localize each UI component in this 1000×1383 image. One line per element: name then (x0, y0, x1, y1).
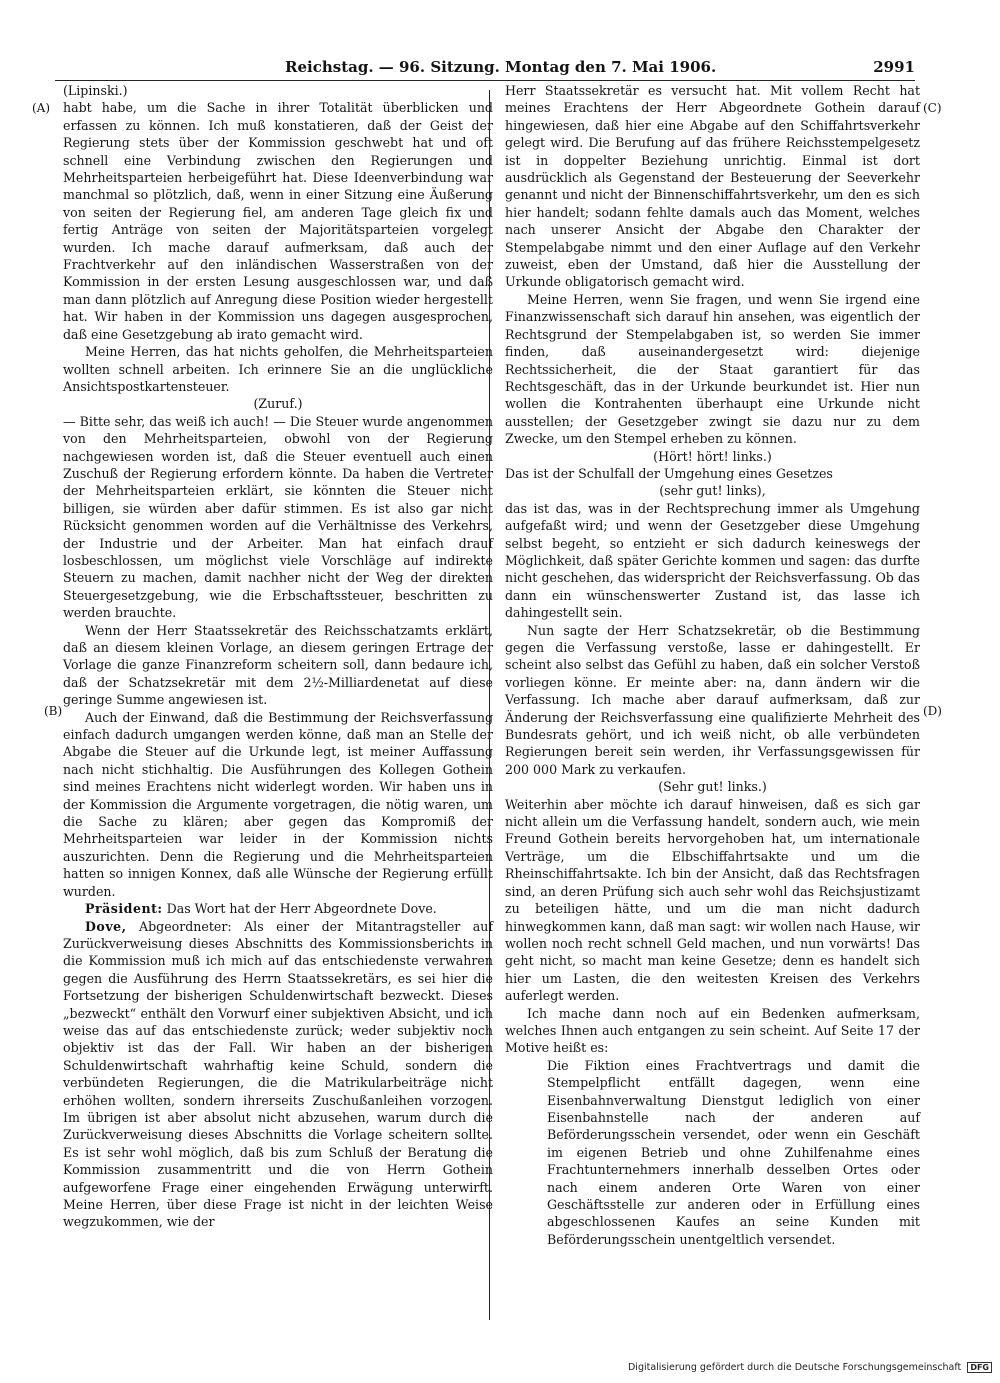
body-paragraph: Herr Staatssekretär es versucht hat. Mit vollem Recht hat meines Erachtens der Herr Abgeordnete Gothein darauf hingewiesen, daß hier eine Abgabe auf den Schiffahrtsverkehr gelegt wird. Die Berufung auf das frühere Reichsstempelgesetz ist in doppelter Beziehung unrichtig. Einmal ist dort ausdrücklich als Gegenstand der Besteuerung der Seeverkehr genannt und nicht der Binnenschiffahrtsverkehr, um den es sich hier handelt; sodann fehlte damals auch das Moment, welches nach unserer Ansicht der Abgabe den Charakter der Stempelabgabe nimmt und den einer Auflage auf den Verkehr zuweist, eben der Umstand, daß hier die Ausstellung der Urkunde obligatorisch gemacht wird. (505, 83, 920, 290)
header-rule (55, 80, 915, 81)
right-column (505, 82, 920, 1248)
body-paragraph: Das ist der Schulfall der Umgehung eines Gesetzes (505, 465, 833, 481)
margin-marker-d: (D) (923, 704, 942, 718)
speech-paragraph (63, 900, 493, 917)
running-head: Reichstag. — 96. Sitzung. Montag den 7. Mai 1906. (285, 58, 717, 76)
body-paragraph: Nun sagte der Herr Schatzsekretär, ob die Bestimmung gegen die Verfassung verstoße, lasse er dahingestellt. Er scheint also selbst das Gefühl zu haben, daß ein solcher Verstoß vorliegen könne. Er meinte aber: na, dann ändern wir die Verfassung. Ich mache aber darauf aufmerksam, daß zur Änderung der Reichsverfassung eine qualifizierte Mehrheit des Bundesrats gehört, und ich weiß nicht, ob alle verbündeten Regierungen bereit sein werden, ihr Verfassungsgewissen für 200 000 Mark zu verkaufen. (505, 622, 920, 777)
page-number: 2991 (873, 58, 915, 76)
body-paragraph: Auch der Einwand, daß die Bestimmung der Reichsverfassung einfach dadurch umgangen werden könne, daß man an Stelle der Abgabe die Steuer auf die Urkunde legt, ist meiner Auffassung nach nicht stichhaltig. Die Ausführungen des Kollegen Gothein sind meines Erachtens nicht widerlegt worden. Wir haben uns in der Kommission die Argumente vorgetragen, die nötig waren, um die Sache zu klären; aber gegen das Kompromiß der Mehrheitsparteien war leider in der Kommission nichts auszurichten. Denn die Regierung und die Mehrheitsparteien hatten so innigen Konnex, daß alle Wünsche der Regierung erfüllt wurden. (63, 709, 493, 899)
body-paragraph: habt habe, um die Sache in ihrer Totalität überblicken und erfassen zu können. Ich muß konstatieren, daß der Geist der Regierung stets über der Kommission geschwebt hat und oft schnell eine Verbindung zwischen den Regierungen und Mehrheitsparteien herbeigeführt hat. Diese Ideenverbindung war manchmal so plötzlich, daß, wenn in einer Sitzung eine Äußerung von seiten der Regierung fiel, am anderen Tage gleich fix und fertig Anträge von seiten der Majoritätsparteien vorgelegt wurden. Ich mache darauf aufmerksam, daß auch der Frachtverkehr auf den inländischen Wasserstraßen von der Kommission in der ersten Lesung ausgeschlossen war, und daß man dann plötzlich auf Anregung diese Position wieder hergestellt hat. Wir haben in der Kommission uns dagegen ausgesprochen, daß eine Gesetzgebung ab irato gemacht wird. (63, 100, 493, 342)
margin-marker-a: (A) (32, 101, 51, 115)
speech-text: Das Wort hat der Herr Abgeordnete Dove. (162, 901, 437, 917)
quoted-passage: Die Fiktion eines Frachtvertrags und damit die Stempelpflicht entfällt dagegen, wenn eine Eisenbahnverwaltung Dienstgut lediglich von einer Eisenbahnstelle nach der anderen auf Beförderungsschein versendet, oder wenn ein Geschäft im eigenen Betrieb und ohne Zuhilfenahme eines Frachtunternehmers innerhalb desselben Ortes oder nach einem anderen Orte Waren von einer Geschäftsstelle zur anderen oder in Erfüllung eines abgeschlossenen Kaufes an seine Kunden mit Beförderungsschein unentgeltlich versendet. (547, 1057, 920, 1247)
dfg-logo: DFG (967, 1362, 992, 1373)
speech-paragraph (63, 918, 493, 1231)
funding-note: Digitalisierung gefördert durch die Deutsche Forschungsgemeinschaft (627, 1362, 962, 1373)
speaker-name: Präsident: (85, 901, 163, 917)
page-header (55, 54, 915, 82)
speaker-name: Dove, (85, 918, 127, 934)
interjection: (sehr gut! links), (659, 483, 766, 499)
body-paragraph: Meine Herren, wenn Sie fragen, und wenn Sie irgend eine Finanzwissenschaft sich darauf hin ansehen, was eigentlich der Rechtsgrund der Stempelabgaben ist, so werden Sie immer finden, daß auseinandergesetzt wird: diejenige Rechtssicherheit, die der Staat garantiert für das Rechtsgeschäft, das in der Urkunde beurkundet ist. Hier nun wollen die Kontrahenten überhaupt eine Urkunde nicht ausstellen; der Gesetzgeber zwingt sie dazu nur zu dem Zwecke, um den Stempel erheben zu können. (505, 291, 920, 447)
body-paragraph: Wenn der Herr Staatssekretär des Reichsschatzamts erklärt, daß an diesem kleinen Vorlage, an diesem geringen Ertrage der Vorlage die ganze Finanzreform scheitern soll, dann bedaure ich, daß der Schatzsekretär mit dem 2½-Milliardenetat auf diese geringe Summe angewiesen ist. (63, 622, 493, 708)
margin-marker-c: (C) (923, 101, 942, 115)
column-divider (489, 90, 490, 1320)
left-column (63, 82, 493, 1231)
body-paragraph: Weiterhin aber möchte ich darauf hinweisen, daß es sich gar nicht allein um die Verfassung handelt, sondern auch, wie mein Freund Gothein bereits hervorgehoben hat, um internationale Verträge, um die Elbschiffahrtsakte und um die Rheinschiffahrtsakte. Ich bin der Ansicht, daß das Rechtsfragen sind, an deren Prüfung sich auch sehr wohl das Reichsjustizamt zu beteiligen hätte, und um die man nicht dadurch hinwegkommen kann, daß man sagt: wir wollen nach Hause, wir wollen noch recht schnell Geld machen, und nun vorwärts! Das geht nicht, so macht man keine Gesetze; denn es handelt sich hier um Lasten, die den weitesten Kreisen des Verkehrs auferlegt werden. (505, 796, 920, 1004)
interjection: (Hört! hört! links.) (653, 448, 772, 464)
body-paragraph: — Bitte sehr, das weiß ich auch! — Die Steuer wurde angenommen von den Mehrheitsparteien, obwohl von der Regierung nachgewiesen worden ist, daß die Steuer eventuell auch einen Zuschuß der Regierung erfordern könnte. Da haben die Vertreter der Mehrheitsparteien erklärt, sie könnten die Steuer nicht billigen, sie würden aber dafür stimmen. Es ist also gar nicht Rücksicht genommen worden auf die Verhältnisse des Verkehrs, der Industrie und der Arbeiter. Man hat einfach drauf losbeschlossen, um möglichst viele Vorschläge auf indirekte Steuern zu machen, damit nachher nicht der Weg der direkten Steuergesetzgebung, wie die Erbschaftssteuer, beschritten zu werden brauchte. (63, 413, 493, 621)
speaker-label: (Lipinski.) (63, 83, 128, 98)
body-paragraph: das ist das, was in der Rechtsprechung immer als Umgehung aufgefaßt wird; und wenn der Gesetzgeber diese Umgehung selbst begeht, so entzieht er sich dadurch keineswegs der Möglichkeit, daß später Gerichte kommen und sagen: das durfte nicht geschehen, das widerspricht der Reichsverfassung. Ob das dann ein wünschenswerter Zustand ist, das lasse ich dahingestellt sein. (505, 500, 920, 621)
speech-text: Abgeordneter: Als einer der Mitantragsteller auf Zurückverweisung dieses Abschnitts des Kommissionsberichts in die Kommission muß ich mich auf das entschiedenste verwahren gegen die Ausführung des Herrn Staatssekretärs, es sei hier die Fortsetzung der bisherigen Schuldenwirtschaft bezweckt. Dieses „bezweckt“ enthält den Vorwurf einer subjektiven Absicht, und ich weise das auf das entschiedenste zurück; weder subjektiv noch objektiv ist das der Fall. Wir haben an der bisherigen Schuldenwirtschaft wahrhaftig keine Schuld, sondern die verbündeten Regierungen, die die Matrikularbeiträge nicht erhöhen wollten, sondern ihrerseits Zuschußanleihen vorzogen. Im übrigen ist aber absolut nicht abzusehen, warum durch die Zurückverweisung dieses Abschnitts die Vorlage scheitern sollte. Es ist sehr wohl möglich, daß bis zum Schluß der Beratung die Kommission zusammentritt und die von Herrn Gothein aufgeworfene Frage einer eingehenden Erwägung unterwirft. Meine Herren, über diese Frage ist nicht in der leichten Weise wegzukommen, wie der (63, 918, 493, 1230)
body-paragraph: Ich mache dann noch auf ein Bedenken aufmerksam, welches Ihnen auch entgangen zu sein scheint. Auf Seite 17 der Motive heißt es: (505, 1005, 920, 1056)
interjection: (Zuruf.) (253, 396, 303, 412)
interjection: (Sehr gut! links.) (658, 779, 767, 795)
body-paragraph: Meine Herren, das hat nichts geholfen, die Mehrheitsparteien wollten schnell arbeiten. Ich erinnere Sie an die unglückliche Ansichtspostkartensteuer. (63, 344, 493, 394)
margin-marker-b: (B) (44, 704, 63, 718)
page-footer (628, 1362, 992, 1373)
